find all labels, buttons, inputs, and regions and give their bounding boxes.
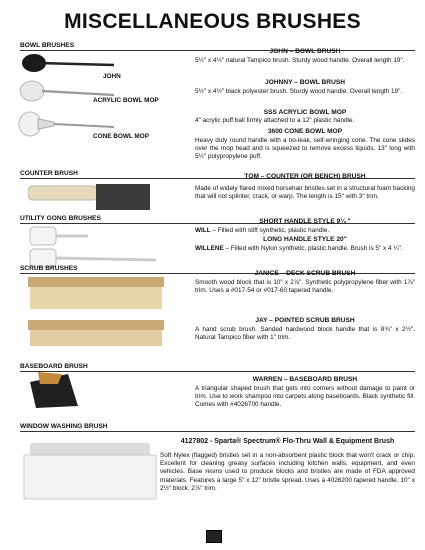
sss-description: 4" acrylic puff ball firmly attached to a 12" plastic handle. (195, 117, 355, 124)
long-handle-heading: LONG HANDLE STYLE 20" (263, 236, 347, 243)
long-handle-description: WILLENE – Filled with Nylon synthetic, plastic handle. Brush is 5" x 4 ¼". (195, 245, 403, 252)
janice-heading: JANICE – DECK SCRUB BRUSH (254, 270, 356, 277)
deck-scrub-brush-image (28, 277, 168, 313)
cone-description: Heavy duty round handle with a no-leak, self-wringing cone. The cone slides over the mop head and is squeezed to remove excess liquids. 13" long with 5½" polypropylene puff. (195, 137, 415, 161)
tom-heading: TOM – COUNTER (OR BENCH) BRUSH (244, 173, 366, 180)
janice-description: Smooth wood block that is 10" x 2⅞". Synthetic polypropylene fiber with 1⅞" trim. Uses a #017-54 or #017-60 tapered handle. (195, 279, 415, 295)
section-bowl-brushes: BOWL BRUSHES (20, 42, 415, 51)
short-handle-gong-brush-image (28, 225, 148, 247)
sparta-heading: 4127802 - Sparta® Spectrum® Flo-Thru Wall & Equipment Brush (180, 438, 395, 445)
warren-description: A triangular shaped brush that gets into corners without damage to paint or trim. Use to work shampoo into carpets along baseboards. Black synthetic fill. Comes with #4026700 handle. (195, 385, 415, 409)
label-cone-bowl-mop: CONE BOWL MOP (93, 133, 149, 140)
jay-description: A hand scrub brush. Sanded hardwood block handle that is 8¾" x 2½". Natural Tampico fiber with 1" trim. (195, 326, 415, 342)
page-title: MISCELLANEOUS BRUSHES (64, 10, 361, 33)
short-handle-description: WILL – Filled with stiff synthetic, plastic handle. (195, 227, 330, 234)
cone-heading: 3600 CONE BOWL MOP (267, 128, 343, 135)
label-john: JOHN (103, 73, 121, 80)
counter-brush-image (28, 180, 168, 212)
jay-heading: JAY – POINTED SCRUB BRUSH (255, 317, 355, 324)
john-description: 5½" x 4½" natural Tampico brush. Sturdy wood handle. Overall length 19". (195, 57, 405, 64)
john-bowl-brush-image (18, 52, 118, 74)
johnny-heading: JOHNNY – BOWL BRUSH (265, 79, 345, 86)
section-window-washing-brush: WINDOW WASHING BRUSH (20, 423, 415, 432)
section-baseboard-brush: BASEBOARD BRUSH (20, 363, 415, 372)
section-counter-brush: COUNTER BRUSH (20, 170, 415, 179)
tom-description: Made of widely flared mixed horsehair bristles set in a structural foam backing that will not splinter, crack, or warp. The length is 15" with 3" trim. (195, 185, 415, 201)
johnny-description: 5½" x 4½" black polyester brush. Sturdy wood handle. Overall length 19". (195, 88, 403, 95)
pointed-scrub-brush-image (28, 320, 168, 350)
sss-heading: SSS ACRYLIC BOWL MOP (263, 109, 347, 116)
sparta-description: Soft Nylex (flagged) bristles set in a non-absorbent plastic block that won't crack or chip. Excellent for cleaning greasy surfaces including kitchen walls, equipment, and even vehicles. Base resins used to produce blocks and bristles are made of FDA approved materials. Features a large 5" x 12" bristle spread. Uses a 4026200 tapered handle. 10" x 2½" block. 2⅞" trim. (160, 452, 415, 492)
label-acrylic-bowl-mop: ACRYLIC BOWL MOP (93, 97, 159, 104)
section-utility-gong-brushes: UTILITY GONG BRUSHES (20, 215, 415, 224)
short-handle-heading: SHORT HANDLE STYLE 9¼ " (259, 218, 351, 225)
warren-heading: WARREN – BASEBOARD BRUSH (252, 376, 358, 383)
baseboard-brush-image (28, 372, 88, 410)
company-logo (206, 530, 222, 543)
section-scrub-brushes: SCRUB BRUSHES (20, 265, 415, 274)
john-heading: JOHN – BOWL BRUSH (269, 48, 341, 55)
flo-thru-brush-image (20, 433, 160, 511)
